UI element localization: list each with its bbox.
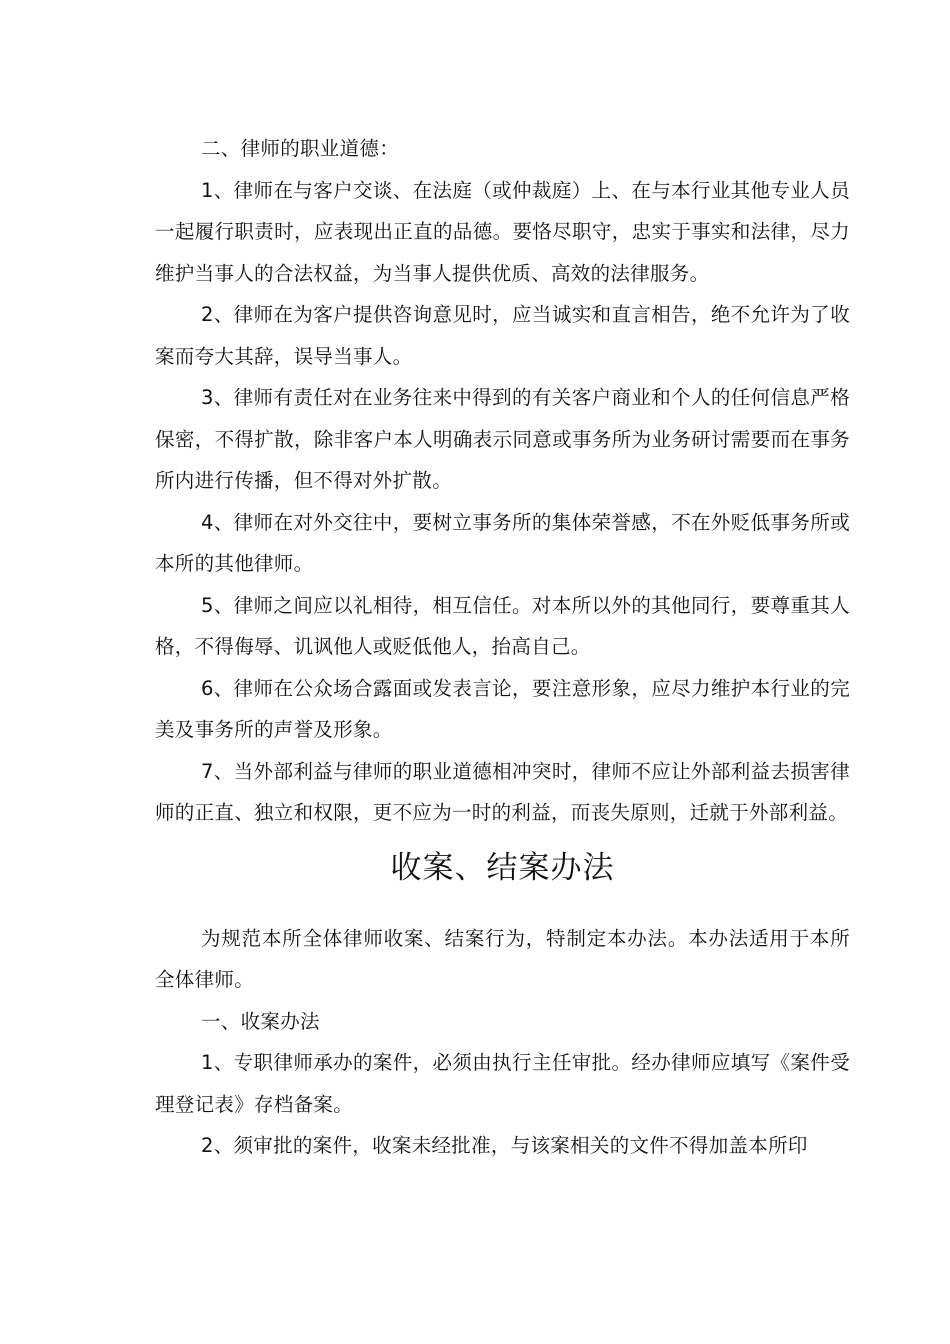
cases-intro: 为规范本所全体律师收案、结案行为，特制定本办法。本办法适用于本所全体律师。 <box>155 926 850 991</box>
cases-item-1: 1、专职律师承办的案件，必须由执行主任审批。经办律师应填写《案件受理登记表》存档备案。 <box>155 1051 850 1116</box>
ethics-item-5: 5、律师之间应以礼相待，相互信任。对本所以外的其他同行，要尊重其人格，不得侮辱、讥讽他人或贬低他人，抬高自己。 <box>155 593 850 658</box>
ethics-heading: 二、律师的职业道德： <box>201 137 400 160</box>
ethics-item-2: 2、律师在为客户提供咨询意见时，应当诚实和直言相告，绝不允许为了收案而夸大其辞，误导当事人。 <box>155 303 850 368</box>
cases-subheading: 一、收案办法 <box>201 1009 320 1033</box>
ethics-item-4: 4、律师在对外交往中，要树立事务所的集体荣誉感，不在外贬低事务所或本所的其他律师。 <box>155 510 850 575</box>
ethics-item-3: 3、律师有责任对在业务往来中得到的有关客户商业和个人的任何信息严格保密，不得扩散，除非客户本人明确表示同意或事务所为业务研讨需要而在事务所内进行传播，但不得对外扩散。 <box>155 386 850 492</box>
ethics-item-7: 7、当外部利益与律师的职业道德相冲突时，律师不应让外部利益去损害律师的正直、独立和权限，更不应为一时的利益，而丧失原则，迁就于外部利益。 <box>155 759 850 824</box>
ethics-item-1: 1、律师在与客户交谈、在法庭（或仲裁庭）上、在与本行业其他专业人员一起履行职责时，应表现出正直的品德。要恪尽职守，忠实于事实和法律，尽力维护当事人的合法权益，为当事人提供优质、高效的法律服务。 <box>155 178 850 285</box>
ethics-item-6: 6、律师在公众场合露面或发表言论，要注意形象，应尽力维护本行业的完美及事务所的声誉及形象。 <box>155 676 850 741</box>
document-body <box>155 128 850 1167</box>
cases-item-2: 2、须审批的案件，收案未经批准，与该案相关的文件不得加盖本所印 <box>201 1134 808 1157</box>
section-title: 收案、结案办法 <box>390 849 615 886</box>
